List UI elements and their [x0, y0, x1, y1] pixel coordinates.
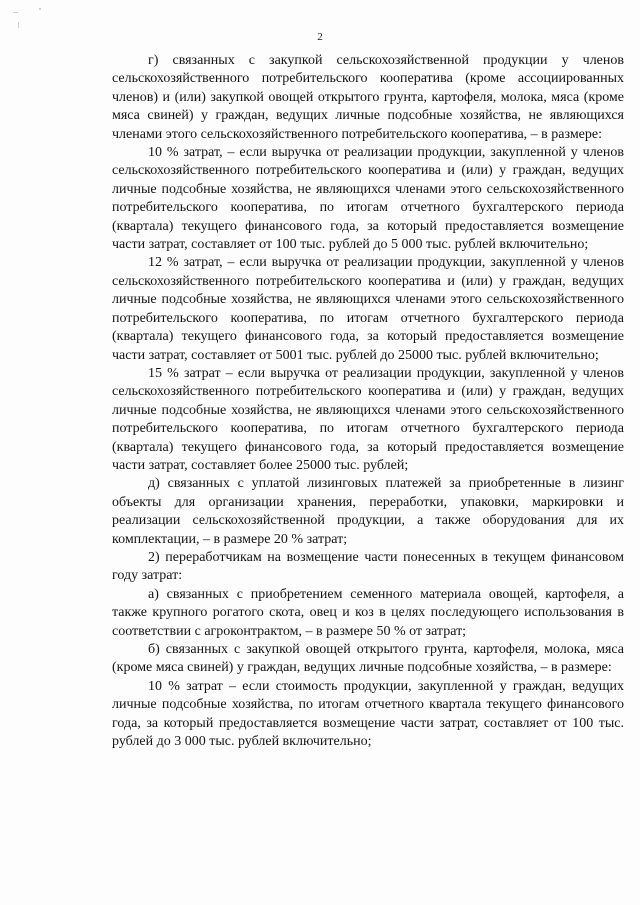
document-body	[112, 52, 624, 751]
paragraph-2: 2) переработчикам на возмещение части понесенных в текущем финансовом году затрат:	[112, 549, 624, 584]
paragraph-b: б) связанных с закупкой овощей открытого грунта, картофеля, молока, мяса (кроме мяса свиней) у граждан, ведущих личные подсобные хозяйства, – в размере:	[112, 642, 624, 676]
paragraph-g: г) связанных с закупкой сельскохозяйственной продукции у членов сельскохозяйственного потребительского кооператива (кроме ассоциированных членов) и (или) закупкой овощей открытого грунта, картофеля, молока, мяса (кроме мяса свиней) у граждан, ведущих личные подсобные хозяйства, не являющихся членами этого сельскохозяйственного потребительского кооператива, – в размере:	[112, 53, 624, 142]
paragraph-10-percent: 10 % затрат, – если выручка от реализации продукции, закупленной у членов сельскохозяйственного потребительского кооператива и (или) у граждан, ведущих личные подсобные хозяйства, не являющихся членами этого сельскохозяйственного потребительского кооператива, по итогам отчетного бухгалтерского периода (квартала) текущего финансового года, за который предоставляется возмещение части затрат, составляет от 100 тыс. рублей до 5 000 тыс. рублей включительно;	[112, 145, 624, 253]
paragraph-b-10-percent: 10 % затрат – если стоимость продукции, закупленной у граждан, ведущих личные подсобные хозяйства, по итогам отчетного квартала текущего финансового года, за который предоставляется возмещение части затрат, составляет от 100 тыс. рублей до 3 000 тыс. рублей включительно;	[112, 678, 624, 750]
scan-speck	[39, 8, 41, 10]
scan-speck	[18, 22, 19, 28]
scan-speck	[13, 12, 18, 13]
paragraph-a: а) связанных с приобретением семенного материала овощей, картофеля, а также крупного рогатого скота, овец и коз в целях последующего использования в соответствии с агроконтрактом, – в размере 50 % от затрат;	[112, 586, 624, 639]
page-number: 2	[317, 31, 323, 43]
paragraph-d: д) связанных с уплатой лизинговых платежей за приобретенные в лизинг объекты для организации хранения, переработки, упаковки, маркировки и реализации сельскохозяйственной продукции, а также оборудования для их комплектации, – в размере 20 % затрат;	[112, 476, 624, 547]
paragraph-12-percent: 12 % затрат, – если выручка от реализации продукции, закупленной у членов сельскохозяйственного потребительского кооператива и (или) у граждан, ведущих личные подсобные хозяйства, не являющихся членами этого сельскохозяйственного потребительского кооператива, по итогам отчетного бухгалтерского периода (квартала) текущего финансового года, за который предоставляется возмещение части затрат, составляет от 5001 тыс. рублей до 25000 тыс. рублей включительно;	[112, 255, 624, 363]
paragraph-15-percent: 15 % затрат – если выручка от реализации продукции, закупленной у членов сельскохозяйственного потребительского кооператива и (или) у граждан, ведущих личные подсобные хозяйства, не являющихся членами этого сельскохозяйственного потребительского кооператива, по итогам отчетного бухгалтерского периода (квартала) текущего финансового года, за который предоставляется возмещение части затрат, составляет более 25000 тыс. рублей;	[112, 365, 624, 473]
